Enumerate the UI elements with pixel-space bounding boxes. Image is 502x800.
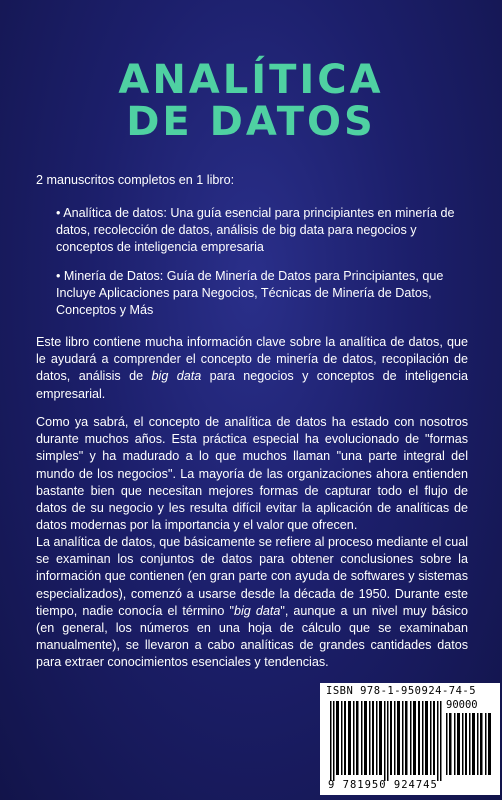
- title-line-1: ANALÍTICA: [118, 57, 384, 103]
- intro-text: 2 manuscritos completos en 1 libro:: [36, 173, 235, 187]
- barcode-bars-icon: [330, 701, 442, 781]
- paragraph-3-text-end: ", aunque a un nivel muy básico (en general, los números en una hoja de cálculo que se examinaban manualmente), se llevaron a cabo analíticas de grandes cantidades datos para extraer conocimientos esenciales y tendencias.: [36, 603, 468, 670]
- paragraph-3-text: La analítica de datos, que básicamente se refiere al proceso mediante el cual se examinan los conjuntos de datos para obtener conclusiones sobre la información que contienen (en gran parte con ayuda de softwares y sistemas especializados), comenzó a usarse desde la década de 1950. Durante este tiempo, nadie conocía el término ": [36, 535, 468, 618]
- paragraph-1-emphasis: big data: [151, 369, 202, 384]
- isbn-label: ISBN 978-1-950924-74-5: [326, 685, 477, 697]
- bullet-item-1: • Analítica de datos: Una guía esencial para principiantes en minería de datos, recolección de datos, análisis de big data para negocios y conceptos de inteligencia empresaria: [56, 206, 455, 255]
- paragraph-1: [36, 334, 468, 403]
- paragraph-3-emphasis: big data: [233, 603, 281, 618]
- paragraph-1-text: Este libro contiene mucha información clave sobre la analítica de datos, que le ayudará a comprender el concepto de minería de datos, recopilación de datos, análisis de: [36, 335, 468, 384]
- ean-number: 9 781950 924745: [328, 779, 438, 791]
- price-code: 90000: [446, 699, 478, 711]
- price-barcode-icon: [446, 713, 494, 775]
- bullet-item-2: • Minería de Datos: Guía de Minería de Datos para Principiantes, que Incluye Aplicaciones para Negocios, Técnicas de Minería de Datos, Conceptos y Más: [56, 269, 444, 318]
- paragraph-1-text-end: para negocios y conceptos de inteligencia empresarial.: [36, 369, 468, 401]
- title-line-2: DE DATOS: [126, 99, 376, 145]
- isbn-barcode: [320, 683, 500, 795]
- paragraph-2: Como ya sabrá, el concepto de analítica de datos ha estado con nosotros durante muchos años. Esta práctica especial ha evolucionado de "formas simples" y ha madurado a lo que muchos llaman "una parte integral del mundo de los negocios". La mayoría de las organizaciones ahora entienden bastante bien que necesitan mejores formas de capturar todo el flujo de datos de su negocio y les resulta difícil evitar la aplicación de analíticas de datos modernas por la importancia y el valor que ofrecen.: [36, 415, 468, 533]
- paragraph-3: [36, 534, 468, 672]
